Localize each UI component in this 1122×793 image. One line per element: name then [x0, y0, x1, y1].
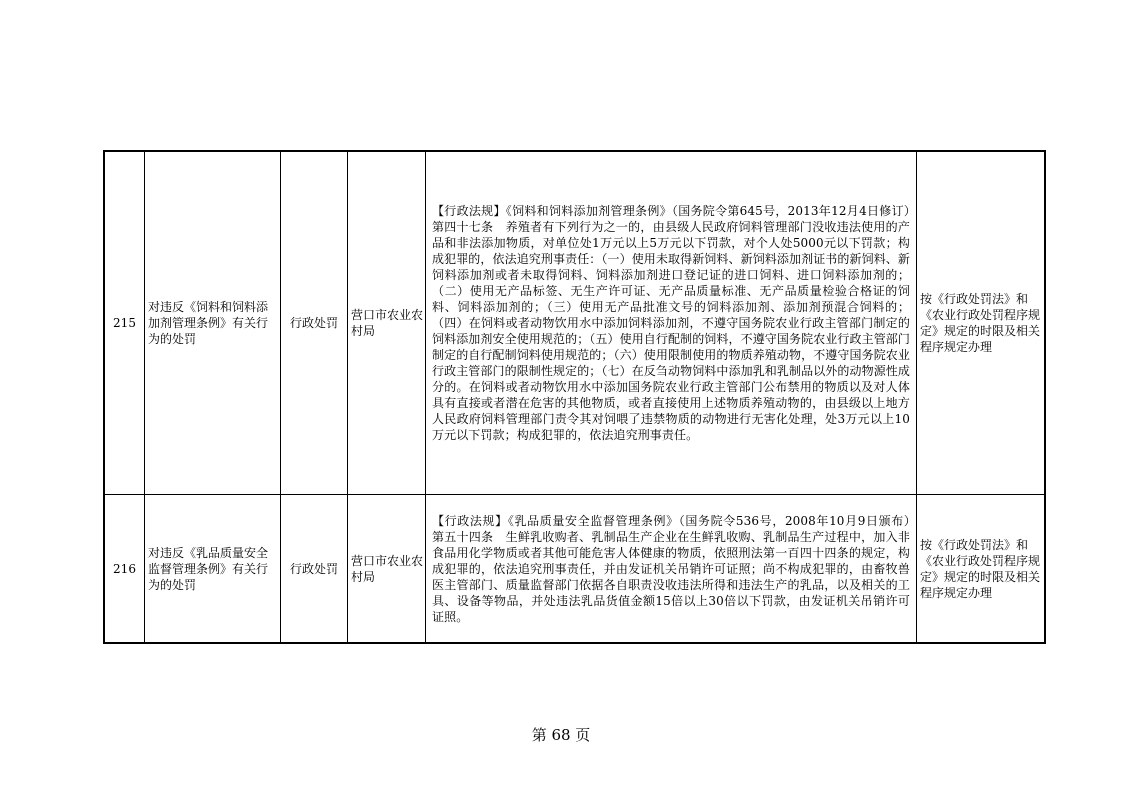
procedure-cell — [917, 495, 1046, 644]
org-cell — [348, 495, 426, 644]
page-number: 第 68 页 — [531, 726, 591, 744]
item-name-cell — [145, 151, 281, 495]
row-number: 216 — [104, 495, 145, 644]
legal-basis: 【行政法规】《饲料和饲料添加剂管理条例》（国务院令第645号，2013年12月4日修订） 第四十七条 养殖者有下列行为之一的，由县级人民政府饲料管理部门没收违法使用的产品和非法添加物质，对单位处1万元以上5万元以下罚款，对个人处5000元以下罚款；构成犯罪的，依法追究刑事责任：（一）使用未取得新饲料、新饲料添加剂证书的新饲料、新饲料添加剂或者未取得饲料、饲料添加剂进口登记证的进口饲料、进口饲料添加剂的；（二）使用无产品标签、无生产许可证、无产品质量标准、无产品质量检验合格证的饲料、饲料添加剂的；（三）使用无产品批准文号的饲料添加剂、添加剂预混合饲料的；（四）在饲料或者动物饮用水中添加饲料添加剂，不遵守国务院农业行政主管部门制定的饲料添加剂安全使用规范的；（五）使用自行配制的饲料，不遵守国务院农业行政主管部门制定的自行配制饲料使用规范的；（六）使用限制使用的物质养殖动物，不遵守国务院农业行政主管部门的限制性规定的；（七）在反刍动物饲料中添加乳和乳制品以外的动物源性成分的。在饲料或者动物饮用水中添加国务院农业行政主管部门公布禁用的物质以及对人体具有直接或者潜在危害的其他物质，或者直接使用上述物质养殖动物的，由县级以上地方人民政府饲料管理部门责令其对饲喂了违禁物质的动物进行无害化处理，处3万元以上10万元以下罚款；构成犯罪的，依法追究刑事责任。 — [432, 204, 923, 442]
item-type: 行政处罚 — [281, 151, 348, 495]
procedure: 按《行政处罚法》和《农业行政处罚程序规定》规定的时限及相关程序规定办理 — [920, 292, 1041, 354]
table-row — [104, 151, 1045, 495]
item-type: 行政处罚 — [281, 495, 348, 644]
procedure: 按《行政处罚法》和《农业行政处罚程序规定》规定的时限及相关程序规定办理 — [920, 537, 1041, 600]
table-row — [104, 495, 1045, 644]
org-cell — [348, 151, 426, 495]
document-table — [103, 150, 1046, 644]
item-name-cell — [145, 495, 281, 644]
legal-basis-cell — [426, 151, 923, 495]
item-name: 对违反《饲料和饲料添加剂管理条例》有关行为的处罚 — [148, 300, 269, 346]
implementing-org: 营口市农业农村局 — [351, 553, 424, 584]
implementing-org: 营口市农业农村局 — [351, 308, 424, 338]
item-name: 对违反《乳品质量安全监督管理条例》有关行为的处罚 — [148, 545, 269, 592]
procedure-cell — [917, 151, 1046, 495]
legal-basis: 【行政法规】《乳品质量安全监督管理条例》（国务院令536号，2008年10月9日颁布） 第五十四条 生鲜乳收购者、乳制品生产企业在生鲜乳收购、乳制品生产过程中，加入非食品用化学物质或者其他可能危害人体健康的物质，依照刑法第一百四十四条的规定，构成犯罪的，依法追究刑事责任，并由发证机关吊销许可证照；尚不构成犯罪的，由畜牧兽医主管部门、质量监督部门依据各自职责没收违法所得和违法生产的乳品，以及相关的工具、设备等物品，并处违法乳品货值金额15倍以上30倍以下罚款，由发证机关吊销许可证照。 — [432, 513, 923, 624]
row-number: 215 — [104, 151, 145, 495]
legal-basis-cell — [426, 495, 923, 644]
